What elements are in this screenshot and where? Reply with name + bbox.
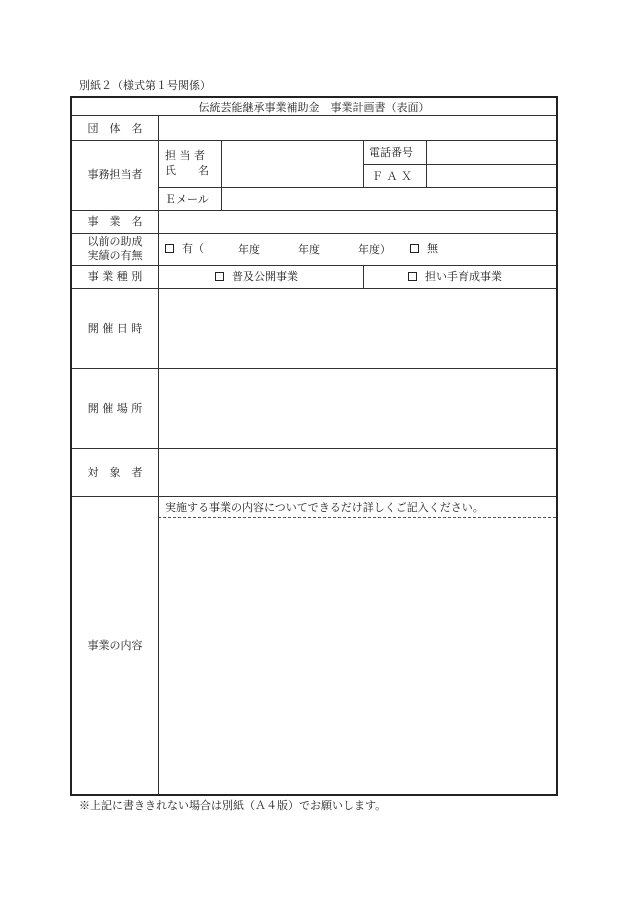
- divider: [72, 265, 556, 266]
- footer-note: ※上記に書ききれない場合は別紙（Ａ４版）でお願いします。: [79, 799, 387, 812]
- nendo-label-1: 年度: [238, 243, 260, 256]
- nendo-label-3: 年度）: [358, 243, 391, 256]
- checkbox-nashi[interactable]: [410, 244, 419, 253]
- shubetsu-ninaite-option[interactable]: [408, 271, 502, 282]
- fukyu-label: 普及公開事業: [232, 270, 298, 283]
- nendo-label-2: 年度: [298, 243, 320, 256]
- label-tanto: 担 当 者: [165, 149, 205, 162]
- nichiji-input[interactable]: [159, 289, 556, 368]
- taisho-input[interactable]: [159, 449, 556, 496]
- checkbox-fukyu[interactable]: [215, 272, 224, 281]
- label-naiyo: 事業の内容: [87, 639, 143, 652]
- divider: [72, 233, 556, 234]
- shubetsu-fukyu-option[interactable]: [215, 271, 298, 282]
- label-dantai: 団 体 名: [87, 122, 143, 135]
- label-fax: Ｆ Ａ Ｘ: [372, 170, 412, 183]
- checkbox-ninaite[interactable]: [408, 272, 417, 281]
- header-note: 別紙２（様式第１号関係）: [79, 79, 211, 92]
- divider: [363, 140, 364, 187]
- divider: [72, 496, 556, 497]
- naiyo-input[interactable]: [159, 518, 556, 794]
- josei-ari-label: 有（: [182, 242, 204, 255]
- josei-nashi-label: 無: [427, 242, 438, 255]
- label-josei-1: 以前の助成: [87, 235, 143, 248]
- dantai-input[interactable]: [159, 116, 556, 140]
- label-nichiji: 開 催 日 時: [87, 322, 143, 335]
- form-title: 伝統芸能継承事業補助金 事業計画書（表面）: [198, 101, 430, 114]
- checkbox-ari[interactable]: [165, 244, 174, 253]
- divider: [363, 265, 364, 288]
- plan-form: [70, 96, 558, 796]
- email-input[interactable]: [222, 188, 556, 210]
- label-basho: 開 催 場 所: [87, 402, 143, 415]
- fax-input[interactable]: [427, 165, 556, 187]
- josei-ari-option[interactable]: [165, 243, 204, 254]
- label-jimu: 事務担当者: [87, 168, 143, 181]
- josei-nashi-option[interactable]: [410, 243, 438, 254]
- basho-input[interactable]: [159, 369, 556, 448]
- label-josei-2: 実績の有無: [87, 249, 143, 262]
- phone-input[interactable]: [427, 141, 556, 164]
- label-jigyo-mei: 事 業 名: [87, 215, 143, 228]
- label-denwa: 電話番号: [369, 146, 413, 159]
- label-taisho: 対 象 者: [87, 466, 143, 479]
- tanto-name-input[interactable]: [222, 141, 363, 187]
- ninaite-label: 担い手育成事業: [425, 270, 502, 283]
- label-shimei: 氏 名: [165, 164, 209, 177]
- naiyo-instruction: 実施する事業の内容についてできるだけ詳しくご記入ください。: [165, 501, 484, 514]
- label-shubetsu: 事 業 種 別: [87, 270, 143, 283]
- label-email: Ｅメール: [165, 193, 209, 206]
- jigyo-mei-input[interactable]: [159, 211, 556, 233]
